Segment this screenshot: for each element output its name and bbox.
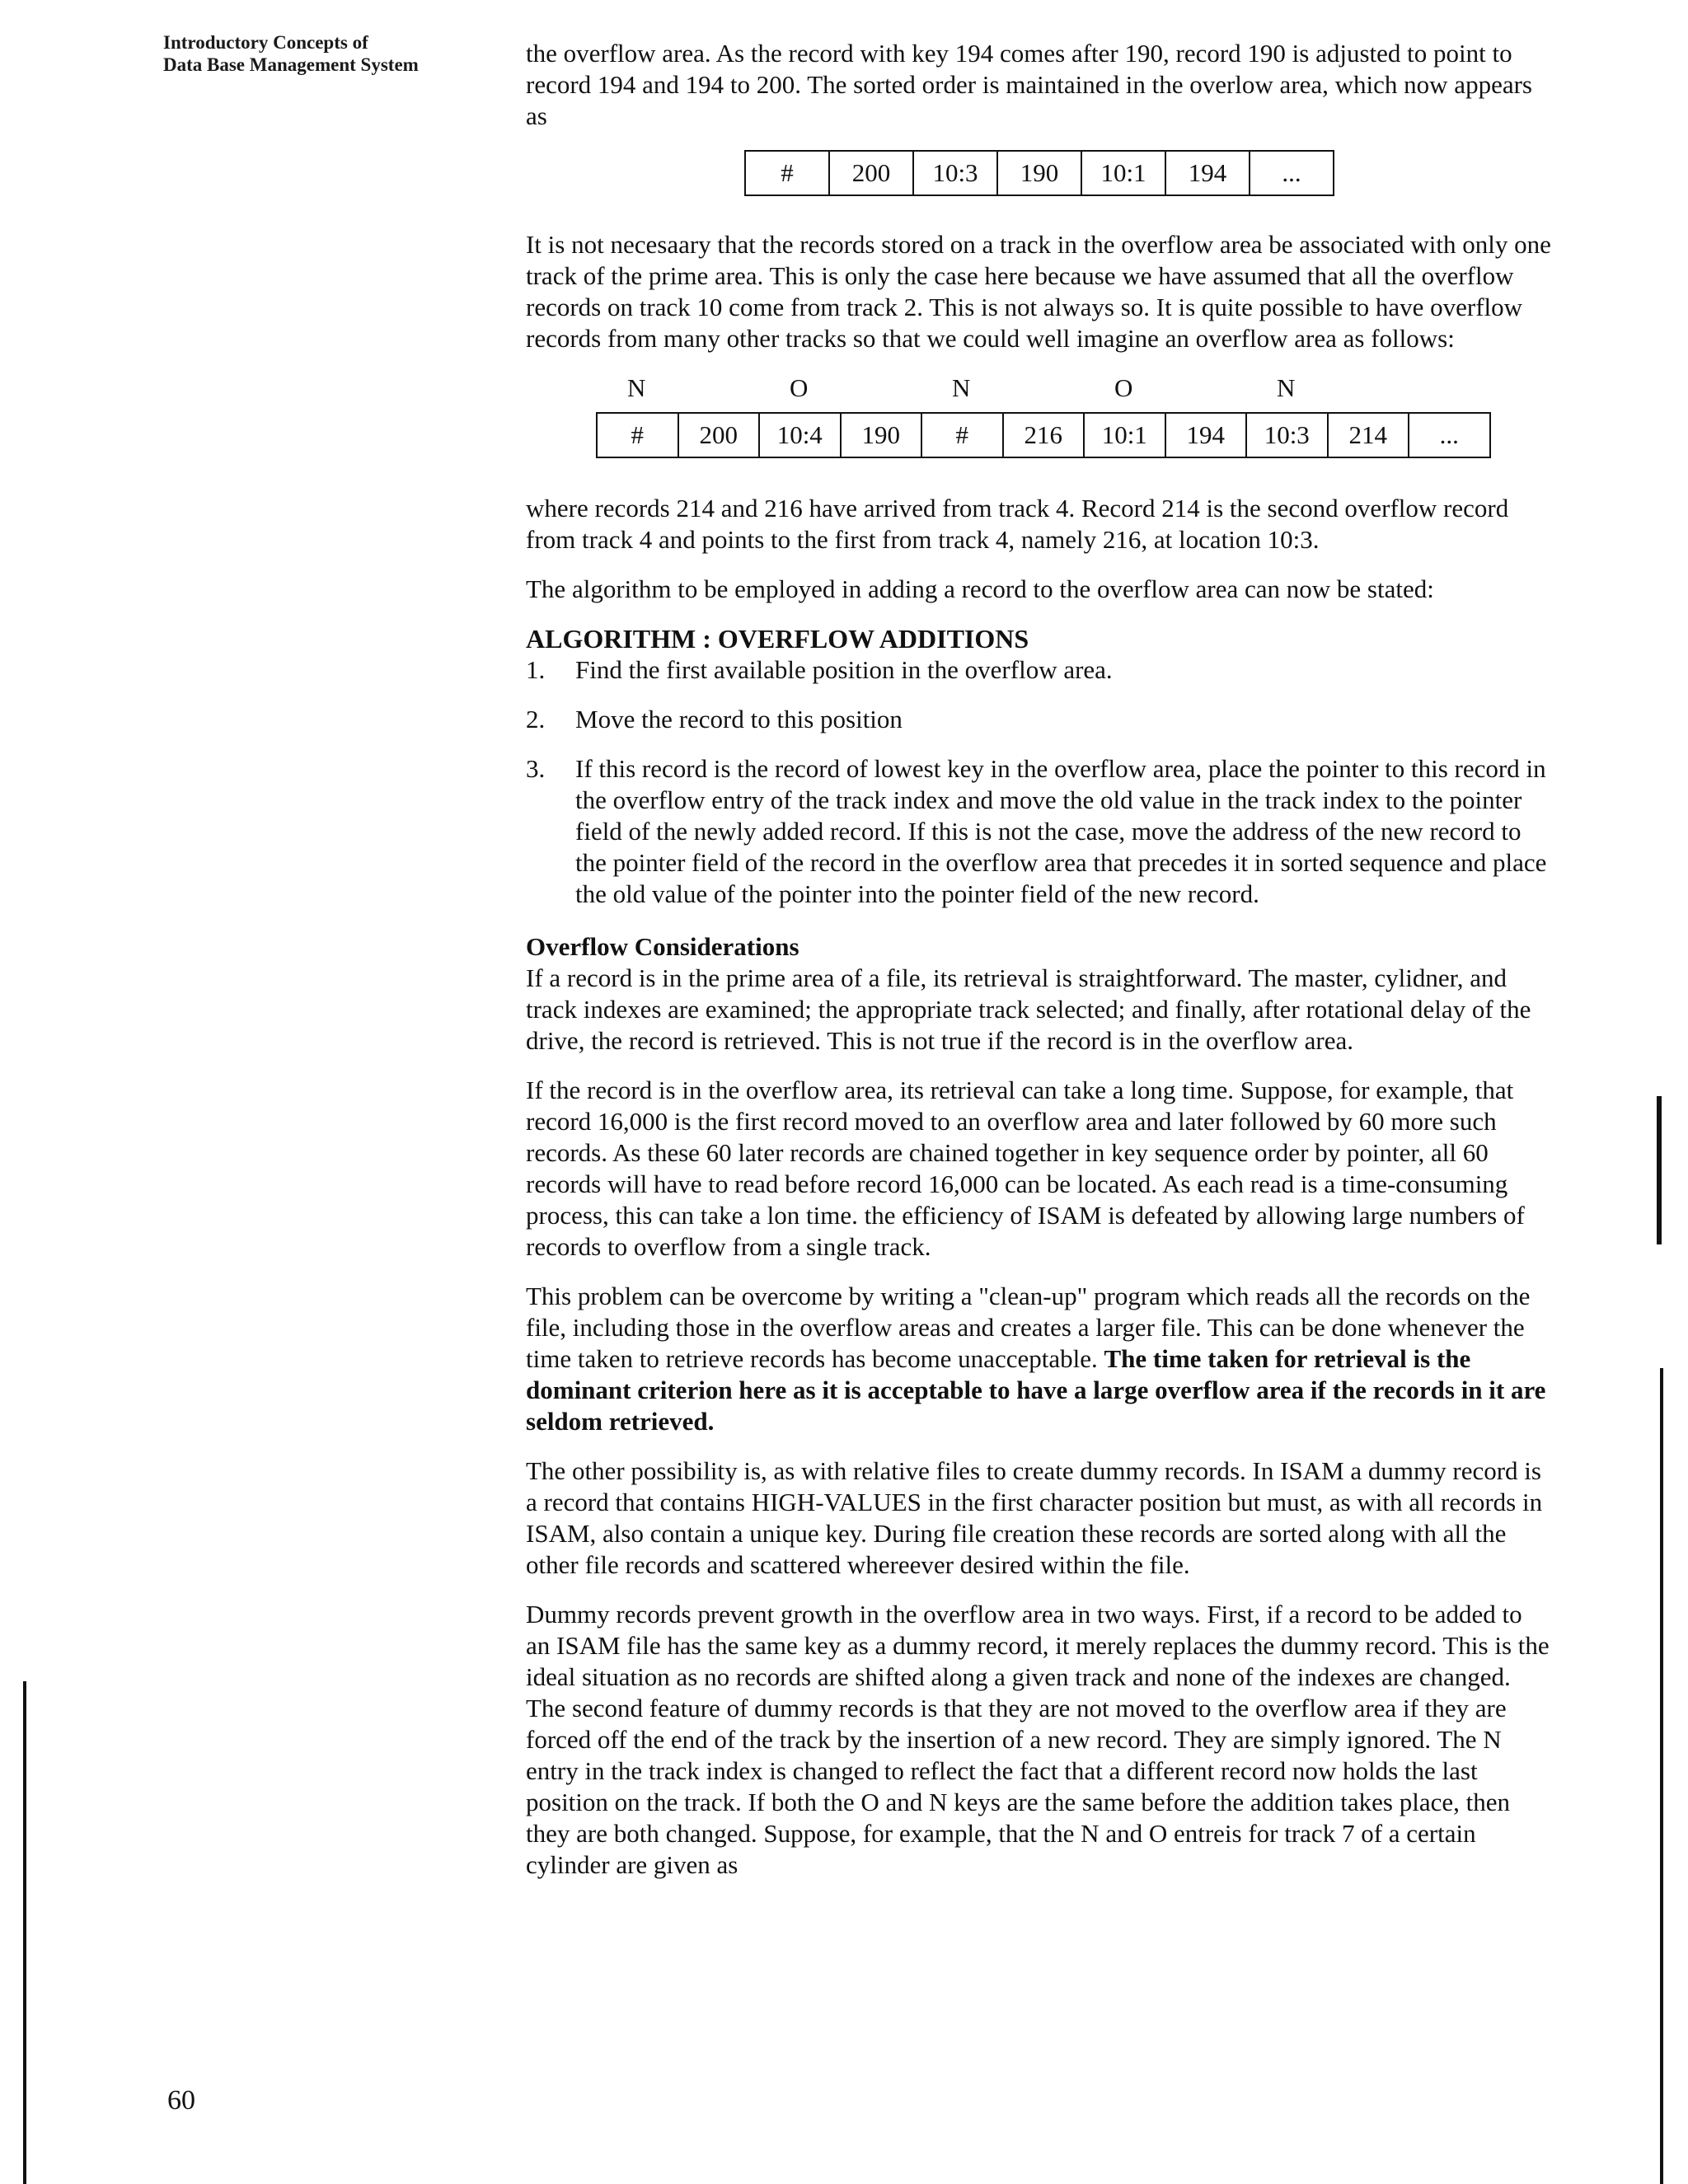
paragraph: Dummy records prevent growth in the overflow area in two ways. First, if a record to be added to an ISAM file has the same key as a dummy record, it merely replaces the dummy record. This is the ideal situation as no records are shifted along a given track and none of the indexes are changed. The second feature of dummy records is that they are not moved to the overflow area if they are forced off the end of the track by the insertion of a new record. They are simply ignored. The N entry in the track index is changed to reflect the fact that a different record now holds the last position on the track. If both the O and N keys are the same before the addition takes place, then they are both changed. Suppose, for example, that the N and O entreis for track 7 of a certain cylinder are given as xyxy=(526,1600,1550,1879)
scan-edge-mark xyxy=(1657,1096,1662,1244)
table-label: N xyxy=(952,373,971,402)
table-cell: ... xyxy=(1409,413,1490,457)
table-label xyxy=(840,373,921,412)
paragraph: It is not necesaary that the records stored on a track in the overflow area be associated with only one track of the prime area. This is only the case here because we have assumed that all the overflow records on track 10 come from track 2. This is not always so. It is quite possible to have overflow records from many other tracks so that we could well imagine an overflow area as follows: xyxy=(526,230,1551,353)
table-cell: 190 xyxy=(841,413,922,457)
table-label: O xyxy=(1114,373,1133,402)
paragraph: If a record is in the prime area of a file, its retrieval is straightforward. The master, cylidner, and track indexes are examined; the appropriate track selected; and finally, after rotational delay of the drive, the record is retrieved. This is not true if the record is in the overflow area. xyxy=(526,963,1531,1055)
table-cell: 214 xyxy=(1328,413,1409,457)
table-label xyxy=(678,373,759,412)
step-number: 3. xyxy=(526,754,546,783)
table-cell: 10:1 xyxy=(1084,413,1165,457)
table-label xyxy=(1165,373,1246,412)
page-body xyxy=(526,38,1552,1899)
overflow-table-2 xyxy=(596,373,1552,458)
table-cell: 194 xyxy=(1165,151,1250,195)
step-number: 1. xyxy=(526,655,546,684)
table-cell: 10:3 xyxy=(913,151,997,195)
step-text: If this record is the record of lowest key in the overflow area, place the pointer to this record in the overflow entry of the track index and move the old value in the track index to the pointer field of the newly added record. If this is not the case, move the address of the new record to the pointer field of the record in the overflow area that precedes it in sorted sequence and place the old value of the pointer into the pointer field of the new record. xyxy=(575,754,1547,908)
table-cell: # xyxy=(745,151,829,195)
list-item xyxy=(526,704,1552,735)
step-text: Find the first available position in the overflow area. xyxy=(575,655,1113,684)
table-cell: # xyxy=(597,413,678,457)
list-item xyxy=(526,753,1552,910)
paragraph: The other possibility is, as with relative files to create dummy records. In ISAM a dummy record is a record that contains HIGH-VALUES in the first character position but must, as with all records in ISAM, also contain a unique key. During file creation these records are sorted along with all the other file records and scattered whereever desired within the file. xyxy=(526,1456,1543,1579)
section-heading: Overflow Considerations xyxy=(526,932,799,961)
emphasis-text: The time taken for retrieval is the dominant criterion here as it is acceptable to have a large overflow area if the records in it are seldom retrieved. xyxy=(526,1344,1546,1436)
paragraph: the overflow area. As the record with key 194 comes after 190, record 190 is adjusted to point to record 194 and 194 to 200. The sorted order is maintained in the overlow area, which now appears as xyxy=(526,39,1532,130)
table-label xyxy=(1327,373,1409,412)
scan-edge-mark xyxy=(23,1681,26,2184)
table-label xyxy=(1408,373,1489,412)
table-label-row xyxy=(596,373,1552,412)
table-cell: ... xyxy=(1250,151,1334,195)
table-cell: 216 xyxy=(1003,413,1085,457)
algorithm-heading: ALGORITHM : OVERFLOW ADDITIONS xyxy=(526,624,1029,654)
table-cell: 200 xyxy=(829,151,913,195)
table-cell: 194 xyxy=(1165,413,1247,457)
table-label: N xyxy=(627,373,646,402)
table-label: N xyxy=(1277,373,1296,402)
table-cell: 10:1 xyxy=(1081,151,1165,195)
header-line-2: Data Base Management System xyxy=(163,54,419,75)
algorithm-steps xyxy=(526,654,1552,910)
paragraph: where records 214 and 216 have arrived from track 4. Record 214 is the second overflow record from track 4 and points to the first from track 4, namely 216, at location 10:3. xyxy=(526,494,1509,554)
overflow-table-1 xyxy=(744,150,1552,196)
list-item xyxy=(526,654,1552,686)
page-number: 60 xyxy=(167,2085,195,2116)
table-cell: 10:4 xyxy=(759,413,841,457)
paragraph: The algorithm to be employed in adding a record to the overflow area can now be stated: xyxy=(526,574,1434,603)
scan-edge-mark xyxy=(1660,1368,1663,2184)
table-cell: 190 xyxy=(997,151,1081,195)
table-label xyxy=(1002,373,1084,412)
step-number: 2. xyxy=(526,705,546,733)
running-header xyxy=(163,31,476,76)
table-cell: # xyxy=(921,413,1003,457)
paragraph: If the record is in the overflow area, its retrieval can take a long time. Suppose, for example, that record 16,000 is the first record moved to an overflow area and later followed by 60 more such records. As these 60 later records are chained together in key sequence order by pointer, all 60 records will have to read before record 16,000 can be located. As each read is a time-consuming process, this can take a lon time. the efficiency of ISAM is defeated by allowing large numbers of records to overflow from a single track. xyxy=(526,1076,1525,1261)
table-cell: 10:3 xyxy=(1246,413,1328,457)
header-line-1: Introductory Concepts of xyxy=(163,32,368,53)
table-cell: 200 xyxy=(678,413,760,457)
step-text: Move the record to this position xyxy=(575,705,903,733)
paragraph xyxy=(526,1281,1552,1437)
table-label: O xyxy=(790,373,809,402)
paragraph-text: This problem can be overcome by writing a "clean-up" program which reads all the records on the file, including those in the overflow areas and creates a larger file. This can be done whenever the time taken to retrieve records has become unacceptable. xyxy=(526,1282,1531,1373)
